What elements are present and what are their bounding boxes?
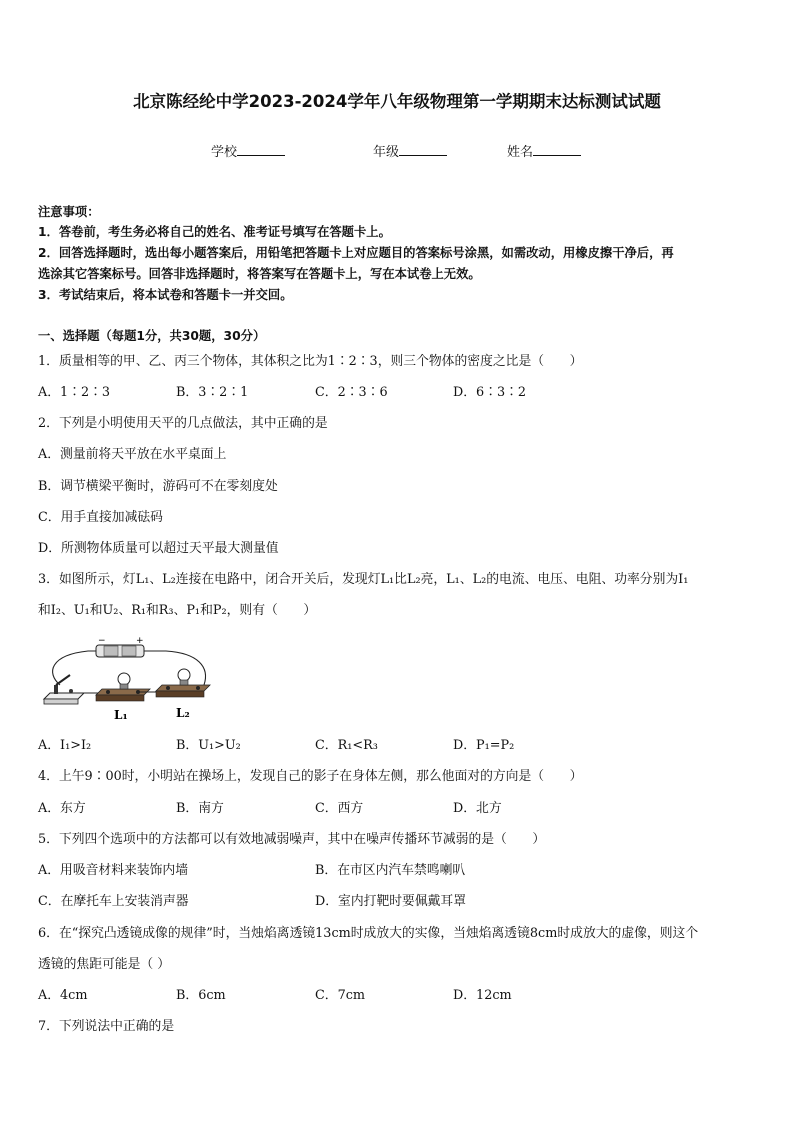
question-3-stem-line2: 和I₂、U₁和U₂、R₁和R₃、P₁和P₂，则有（ ） (38, 603, 317, 618)
notice-heading: 注意事项： (38, 205, 100, 219)
question-6-stem-line1: 6．在“探究凸透镜成像的规律”时，当烛焰离透镜13cm时成放大的实像，当烛焰离透镜8cm时成放大的虚像，则这个 (38, 926, 699, 941)
q3-option-d[interactable]: D．P₁=P₂ (453, 738, 515, 753)
question-4-stem: 4．上午9∶00时，小明站在操场上，发现自己的影子在身体左侧，那么他面对的方向是（ ） (38, 769, 583, 784)
name-blank[interactable] (533, 143, 581, 156)
question-6-stem-line2: 透镜的焦距可能是（ ） (38, 957, 171, 972)
question-1-stem: 1．质量相等的甲、乙、丙三个物体，其体积之比为1∶2∶3，则三个物体的密度之比是（ ） (38, 354, 583, 369)
circuit-diagram (38, 633, 218, 725)
notice-item: 选涂其它答案标号。回答非选择题时，将答案写在答题卡上，写在本试卷上无效。 (38, 267, 481, 281)
q3-option-c[interactable]: C．R₁<R₃ (315, 738, 378, 753)
section-heading: 一、选择题（每题1分，共30题，30分） (38, 329, 266, 343)
q4-option-a[interactable]: A．东方 (38, 801, 86, 816)
q6-option-a[interactable]: A．4cm (38, 988, 88, 1003)
notice-item: 2．回答选择题时，选出每小题答案后，用铅笔把答题卡上对应题目的答案标号涂黑，如需改动，用橡皮擦干净后，再 (38, 246, 674, 260)
q4-option-d[interactable]: D．北方 (453, 801, 502, 816)
q5-option-a[interactable]: A．用吸音材料来装饰内墙 (38, 863, 189, 878)
q6-option-c[interactable]: C．7cm (315, 988, 366, 1003)
q1-option-d[interactable]: D．6∶3∶2 (453, 385, 527, 400)
svg-text:−: − (98, 636, 106, 646)
q4-option-b[interactable]: B．南方 (176, 801, 224, 816)
grade-label: 年级 (373, 145, 400, 160)
bulb-l1 (96, 673, 150, 701)
q6-option-d[interactable]: D．12cm (453, 988, 512, 1003)
q2-option-b[interactable]: B．调节横梁平衡时，游码可不在零刻度处 (38, 479, 278, 494)
q2-option-d[interactable]: D．所测物体质量可以超过天平最大测量值 (38, 541, 279, 556)
q5-option-c[interactable]: C．在摩托车上安装消声器 (38, 894, 189, 909)
grade-field (373, 141, 447, 160)
grade-blank[interactable] (399, 143, 447, 156)
q2-option-a[interactable]: A．测量前将天平放在水平桌面上 (38, 447, 227, 462)
notice-item: 3．考试结束后，将本试卷和答题卡一并交回。 (38, 288, 293, 302)
q4-option-c[interactable]: C．西方 (315, 801, 364, 816)
name-label: 姓名 (507, 145, 534, 160)
q1-option-c[interactable]: C．2∶3∶6 (315, 385, 388, 400)
question-2-stem: 2．下列是小明使用天平的几点做法，其中正确的是 (38, 416, 328, 431)
switch (44, 675, 84, 704)
label-l2: L₂ (176, 706, 190, 720)
q5-option-b[interactable]: B．在市区内汽车禁鸣喇叭 (315, 863, 466, 878)
school-blank[interactable] (237, 143, 285, 156)
circuit-figure (38, 633, 218, 725)
school-label: 学校 (211, 145, 238, 160)
page-title: 北京陈经纶中学2023-2024学年八年级物理第一学期期末达标测试试题 (133, 92, 661, 111)
name-field (507, 141, 581, 160)
q3-option-b[interactable]: B．U₁>U₂ (176, 738, 241, 753)
label-l1: L₁ (114, 708, 128, 722)
notice-item: 1．答卷前，考生务必将自己的姓名、准考证号填写在答题卡上。 (38, 225, 391, 239)
q2-option-c[interactable]: C．用手直接加减砝码 (38, 510, 163, 525)
question-3-stem-line1: 3．如图所示，灯L₁、L₂连接在电路中，闭合开关后，发现灯L₁比L₂亮，L₁、L₂的电流、电压、电阻、功率分别为I₁ (38, 572, 689, 587)
school-field (211, 141, 285, 160)
battery (96, 636, 144, 657)
q3-option-a[interactable]: A．I₁>I₂ (38, 738, 92, 753)
question-5-stem: 5．下列四个选项中的方法都可以有效地减弱噪声，其中在噪声传播环节减弱的是（ ） (38, 832, 546, 847)
q5-option-d[interactable]: D．室内打靶时要佩戴耳罩 (315, 894, 467, 909)
q1-option-b[interactable]: B．3∶2∶1 (176, 385, 249, 400)
svg-text:+: + (136, 636, 144, 646)
q1-option-a[interactable]: A．1∶2∶3 (38, 385, 111, 400)
q6-option-b[interactable]: B．6cm (176, 988, 226, 1003)
question-7-stem: 7．下列说法中正确的是 (38, 1019, 175, 1034)
bulb-l2 (156, 669, 210, 697)
